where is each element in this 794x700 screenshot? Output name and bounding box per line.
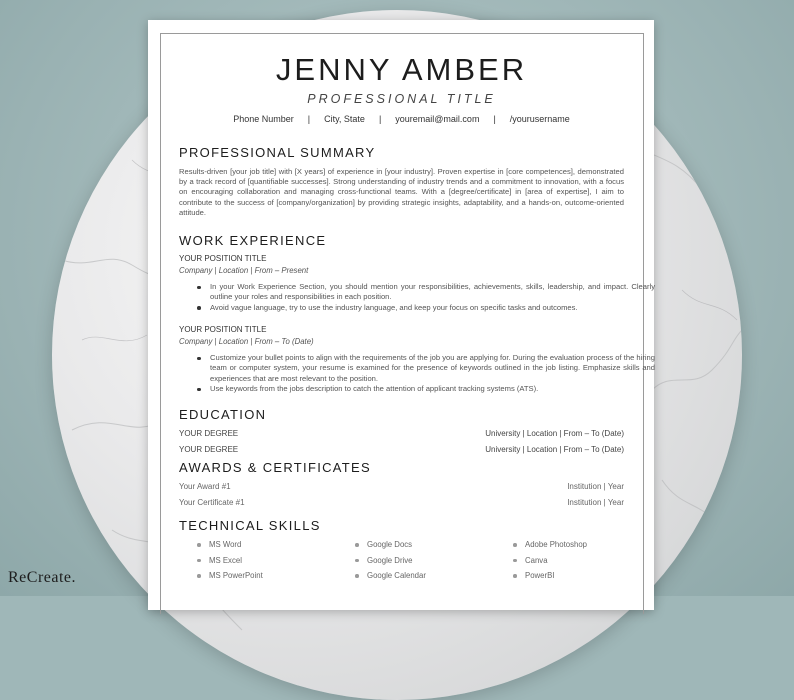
award-name: Your Award #1	[179, 482, 231, 491]
award-details: Institution | Year	[567, 498, 624, 507]
contact-phone: Phone Number	[233, 114, 294, 124]
job-title: YOUR POSITION TITLE	[179, 325, 267, 334]
skill-item: Google Docs	[353, 540, 426, 556]
job-bullet: In your Work Experience Section, you should mention your responsibilities, achievements, skills, leadership, and impact. Clearly outline your roles and responsibilities in each position.	[210, 282, 655, 302]
job-subtitle: Company | Location | From – Present	[179, 266, 309, 275]
skills-column	[353, 540, 426, 587]
degree: YOUR DEGREE	[179, 445, 239, 454]
experience-heading: WORK EXPERIENCE	[179, 233, 327, 248]
professional-title: PROFESSIONAL TITLE	[307, 92, 496, 106]
contact-separator: |	[378, 114, 382, 124]
skill-item: PowerBI	[511, 571, 587, 587]
award-details: Institution | Year	[567, 482, 624, 491]
skill-item: Google Calendar	[353, 571, 426, 587]
skill-item: MS PowerPoint	[195, 571, 263, 587]
job-subtitle: Company | Location | From – To (Date)	[179, 337, 314, 346]
education-heading: EDUCATION	[179, 407, 267, 422]
contact-separator: |	[493, 114, 496, 124]
degree-details: University | Location | From – To (Date)	[485, 429, 624, 438]
degree: YOUR DEGREE	[179, 429, 239, 438]
contact-separator: |	[307, 114, 311, 124]
degree-details: University | Location | From – To (Date)	[485, 445, 624, 454]
skill-item: MS Excel	[195, 556, 263, 572]
skills-column	[511, 540, 587, 587]
job-bullets	[179, 353, 655, 395]
skill-item: Adobe Photoshop	[511, 540, 587, 556]
award-name: Your Certificate #1	[179, 498, 245, 507]
job-bullet: Customize your bullet points to align with the requirements of the job you are applying for. During the evaluation process of the hiring team or computer system, your resume is examined for the presence of keywords outlined in the job listing. Emphasize skills and experiences that are most relevant to the position.	[210, 353, 655, 383]
contact-username: /yourusername	[509, 114, 570, 124]
summary-text: Results-driven [your job title] with [X years] of experience in [your industry]. Proven expertise in [core competences], demonstrated by a track record of [quantifiable successes]. Strong understanding of industry trends and a commitment to innovation, with a focus on encouraging collaboration and managing cross-functional teams. With a [degree/certificate] in [area of expertise], I aim to contribute to the success of [company/organization] by providing strategic insights, adaptability, and a hands-on, outcome-oriented attitude.	[179, 167, 624, 217]
awards-heading: AWARDS & CERTIFICATES	[179, 460, 371, 475]
job-bullet: Use keywords from the jobs description to catch the attention of applicant tracking systems (ATS).	[210, 384, 655, 394]
skill-item: Google Drive	[353, 556, 426, 572]
award-row	[179, 482, 624, 491]
education-row	[179, 429, 624, 438]
contact-location: City, State	[324, 114, 365, 124]
education-row	[179, 445, 624, 454]
brand-logo: ReCreate.	[8, 569, 77, 586]
contact-email: youremail@mail.com	[395, 114, 480, 124]
job-title: YOUR POSITION TITLE	[179, 254, 267, 263]
skills-column	[195, 540, 263, 587]
job-bullet: Avoid vague language, try to use the industry language, and keep your focus on specific tasks and outcomes.	[210, 303, 655, 313]
job-bullets	[179, 282, 655, 313]
skills-heading: TECHNICAL SKILLS	[179, 518, 321, 533]
skill-item: Canva	[511, 556, 587, 572]
award-row	[179, 498, 624, 507]
resume-name: JENNY AMBER	[275, 52, 528, 87]
contact-line	[179, 114, 624, 124]
summary-heading: PROFESSIONAL SUMMARY	[179, 145, 376, 160]
skill-item: MS Word	[195, 540, 263, 556]
